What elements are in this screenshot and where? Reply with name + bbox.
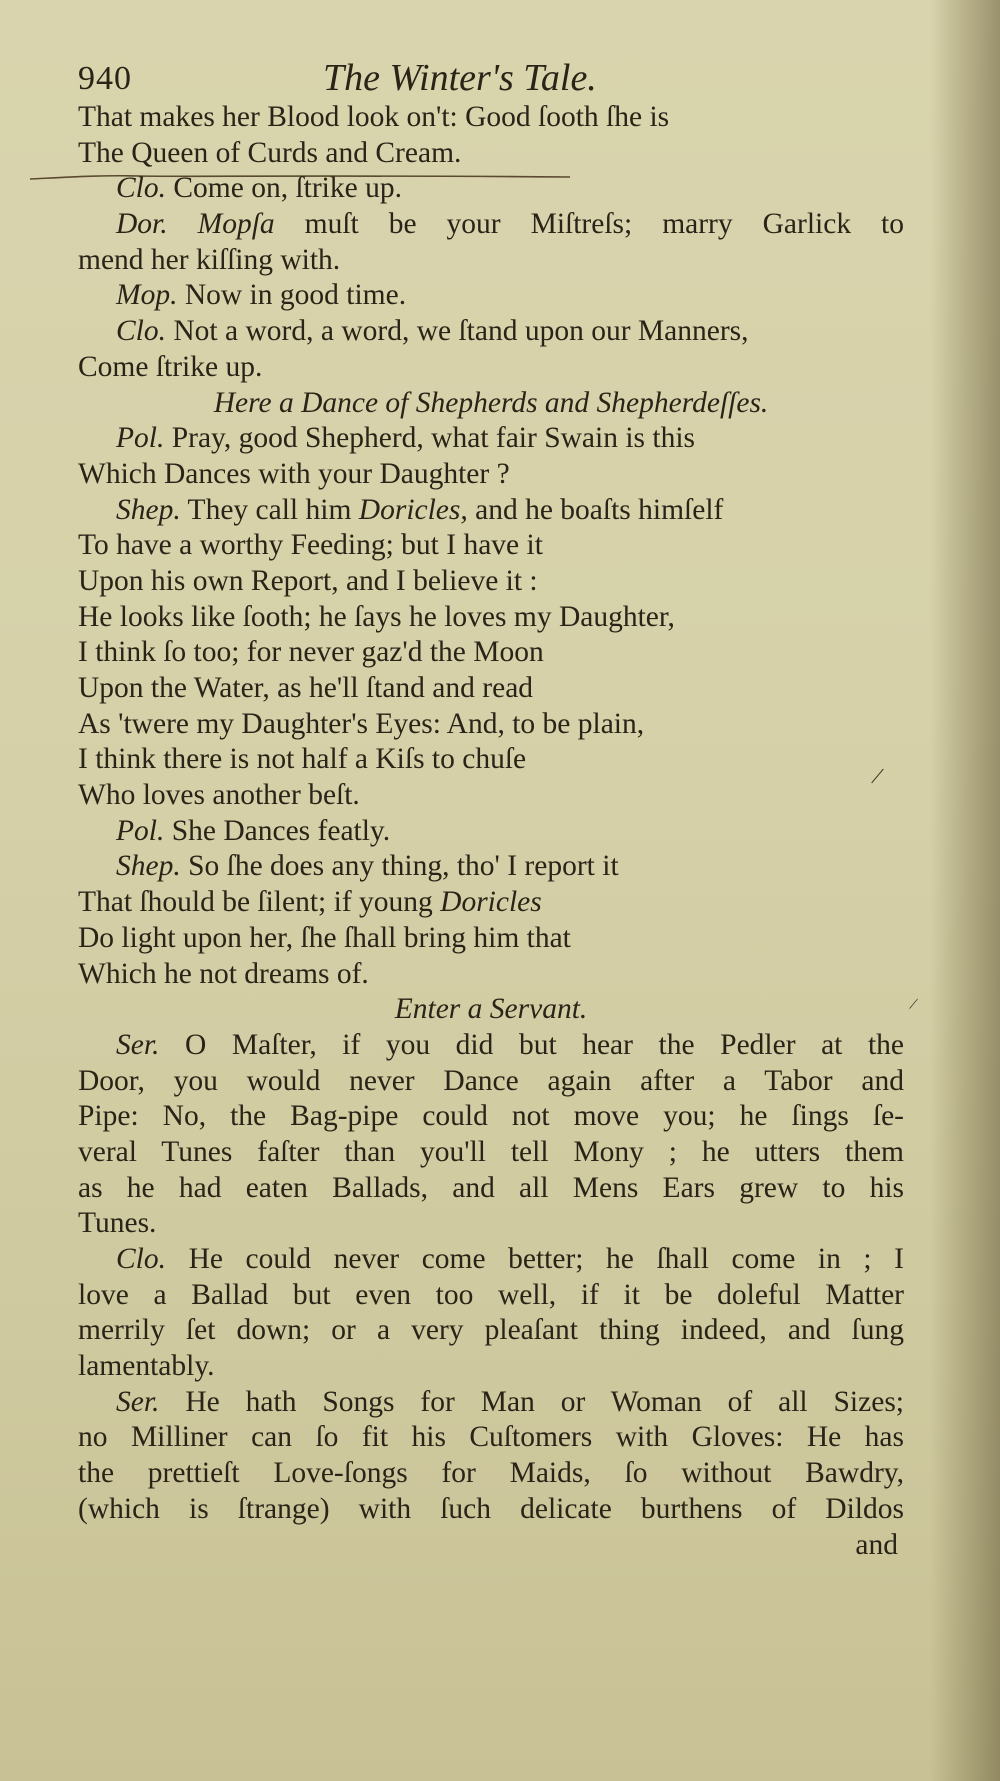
speech-line	[78, 814, 904, 850]
line-text: love a Ballad but even too well, if it be doleful Matter	[78, 1278, 904, 1311]
line-text: Upon the Water, as he'll ſtand and read	[78, 672, 534, 704]
speech-line	[78, 493, 904, 529]
line-text: Come ſtrike up.	[78, 350, 263, 383]
line-text: He could never come better; he ſhall come in ; I	[166, 1243, 904, 1275]
text-line	[78, 243, 904, 279]
stage-direction	[78, 386, 904, 422]
text-line	[78, 1349, 904, 1385]
speech-line	[78, 849, 904, 885]
line-text: Now in good time.	[177, 279, 407, 312]
margin-mark: |	[907, 996, 920, 1011]
stage-direction-text: Enter a Servant.	[394, 993, 588, 1026]
text-line	[78, 1099, 904, 1135]
line-text: They call him	[180, 493, 359, 526]
line-text: lamentably.	[78, 1350, 215, 1383]
line-text: as he had eaten Ballads, and all Mens Ears grew to his	[78, 1171, 904, 1204]
text-line	[78, 1064, 904, 1100]
text-line	[78, 1171, 904, 1207]
line-text: Door, you would never Dance again after a Tabor and	[78, 1064, 904, 1097]
text-line	[78, 136, 904, 172]
speech-line	[78, 171, 904, 207]
text-line	[78, 742, 904, 778]
speaker-name: Shep.	[116, 850, 181, 883]
line-text: She Dances featly.	[164, 814, 391, 847]
text-line	[78, 885, 904, 921]
speech-line	[78, 314, 904, 350]
text-line	[78, 600, 904, 636]
line-text: Pipe: No, the Bag-pipe could not move you; he ſings ſe-	[78, 1100, 904, 1133]
text-line	[78, 671, 904, 707]
line-text: That makes her Blood look on't: Good ſooth ſhe is	[78, 101, 670, 133]
character-name: Doricles,	[358, 493, 468, 526]
text-line	[78, 957, 904, 993]
speech-line	[78, 207, 904, 243]
line-text: O Maſter, if you did but hear the Pedler at the	[159, 1028, 904, 1061]
line-text: Tunes.	[78, 1207, 157, 1240]
speech-line	[78, 278, 904, 314]
speech-line	[78, 1028, 904, 1064]
line-text: To have a worthy Feeding; but I have it	[78, 529, 543, 562]
line-text: He hath Songs for Man or Woman of all Sizes;	[159, 1385, 904, 1418]
line-text: I think ſo too; for never gaz'd the Moon	[78, 636, 544, 669]
line-text: Pray, good Shepherd, what fair Swain is this	[164, 422, 695, 455]
catchword	[78, 1528, 904, 1564]
speech-line	[78, 1242, 904, 1278]
line-text: Come on, ſtrike up.	[166, 172, 402, 205]
stage-direction	[78, 992, 904, 1028]
text-line	[78, 1135, 904, 1171]
catchword-text: and	[855, 1528, 898, 1561]
text-line	[78, 1313, 904, 1349]
line-text: Upon his own Report, and I believe it :	[78, 564, 538, 597]
line-text: Which Dances with your Daughter ?	[78, 457, 510, 490]
text-line	[78, 1492, 904, 1528]
line-text: and he boaſts himſelf	[467, 493, 724, 526]
character-name: Mopſa	[167, 208, 275, 241]
line-text: (which is ſtrange) with ſuch delicate burthens of Dildos	[78, 1492, 904, 1525]
text-line	[78, 635, 904, 671]
character-name: Doricles	[440, 886, 542, 919]
speaker-name: Pol.	[116, 422, 165, 455]
line-text: That ſhould be ſilent; if young	[78, 886, 441, 919]
speaker-name: Ser.	[116, 1385, 160, 1418]
text-line	[78, 1278, 904, 1314]
text-line	[78, 1206, 904, 1242]
speaker-name: Mop.	[116, 279, 178, 312]
margin-mark: |	[869, 765, 887, 785]
line-text: He looks like ſooth; he ſays he loves my Daughter,	[78, 600, 675, 633]
speaker-name: Dor.	[116, 208, 168, 241]
text-line	[78, 457, 904, 493]
line-text: The Queen of Curds and Cream.	[78, 136, 462, 169]
line-text: Which he not dreams of.	[78, 957, 369, 990]
text-line	[78, 350, 904, 386]
speaker-name: Clo.	[116, 315, 166, 348]
text-line	[78, 921, 904, 957]
text-line	[78, 1456, 904, 1492]
page-number: 940	[78, 60, 132, 97]
text-line	[78, 778, 904, 814]
text-line	[78, 1420, 904, 1456]
text-line	[78, 100, 904, 136]
text-line	[78, 564, 904, 600]
speaker-name: Pol.	[116, 814, 165, 847]
line-text: Not a word, a word, we ſtand upon our Manners,	[166, 315, 749, 348]
line-text: no Milliner can ſo fit his Cuſtomers with Gloves: He has	[78, 1421, 904, 1454]
stage-direction-text: Here a Dance of Shepherds and Shepherdeſſes.	[213, 386, 769, 419]
line-text: So ſhe does any thing, tho' I report it	[180, 850, 619, 883]
text-line	[78, 528, 904, 564]
line-text: Who loves another beſt.	[78, 779, 360, 812]
line-text: Do light upon her, ſhe ſhall bring him that	[78, 921, 571, 954]
text-line	[78, 707, 904, 743]
speech-line	[78, 421, 904, 457]
line-text: I think there is not half a Kiſs to chuſe	[78, 743, 527, 776]
speaker-name: Ser.	[116, 1028, 160, 1061]
play-text	[78, 100, 904, 1563]
speaker-name: Shep.	[116, 493, 181, 526]
speech-line	[78, 1385, 904, 1421]
running-title: The Winter's Tale.	[323, 57, 597, 99]
line-text: the prettieſt Love-ſongs for Maids, ſo without Bawdry,	[78, 1457, 904, 1490]
line-text: muſt be your Miſtreſs; marry Garlick to	[274, 208, 904, 241]
line-text: merrily ſet down; or a very pleaſant thing indeed, and ſung	[78, 1314, 904, 1347]
speaker-name: Clo.	[116, 1243, 166, 1275]
speaker-name: Clo.	[116, 172, 166, 205]
line-text: veral Tunes faſter than you'll tell Mony ; he utters them	[78, 1135, 904, 1168]
line-text: mend her kiſſing with.	[78, 243, 341, 276]
line-text: As 'twere my Daughter's Eyes: And, to be plain,	[78, 707, 645, 740]
